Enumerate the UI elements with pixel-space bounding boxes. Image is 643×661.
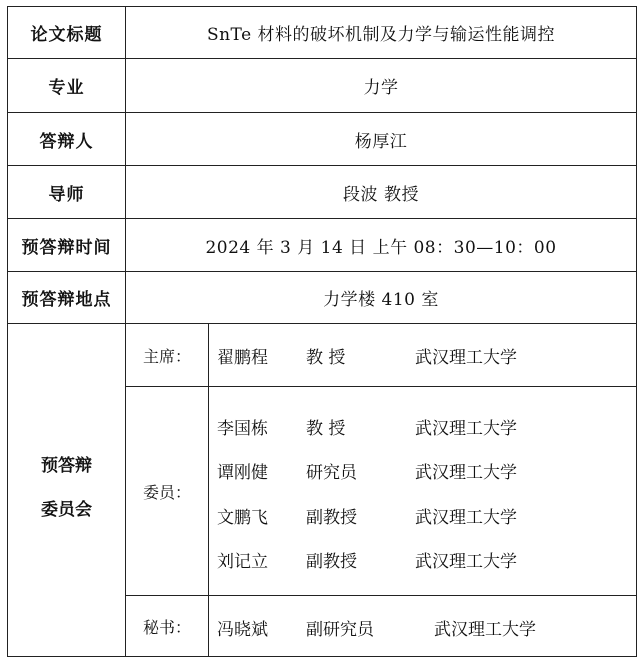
member-org: 武汉理工大学: [415, 418, 517, 439]
member-title: 教 授: [306, 418, 346, 439]
defense-time-value: 2024 年 3 月 14 日 上午 08：30—10：00: [205, 237, 557, 258]
member-org: 武汉理工大学: [415, 551, 517, 572]
member-entry: [217, 547, 517, 571]
chair-entry: [217, 343, 517, 367]
secretary-title: 副研究员: [306, 619, 374, 640]
member-name: 谭刚健: [217, 462, 268, 483]
member-title: 副教授: [306, 507, 357, 528]
advisor-label: 导师: [48, 184, 85, 205]
members-role-label: 委员：: [142, 482, 191, 502]
member-org: 武汉理工大学: [415, 462, 517, 483]
role-column-divider: [208, 323, 209, 656]
member-entry: [217, 503, 517, 527]
member-entry: [217, 414, 517, 438]
chair-title: 教 授: [306, 347, 346, 368]
chair-org: 武汉理工大学: [415, 347, 517, 368]
thesis-title-value: SnTe 材料的破坏机制及力学与输运性能调控: [206, 25, 556, 45]
committee-label-line1: 预答辩: [41, 456, 92, 476]
secretary-org: 武汉理工大学: [434, 619, 536, 640]
defense-location-value: 力学楼 410 室: [323, 290, 439, 310]
major-value: 力学: [363, 78, 399, 98]
secretary-name: 冯晓斌: [217, 619, 268, 640]
member-name: 文鹏飞: [217, 507, 268, 528]
member-title: 副教授: [306, 551, 357, 572]
major-label: 专业: [48, 78, 85, 98]
member-entry: [217, 458, 517, 482]
member-title: 研究员: [306, 462, 357, 483]
committee-label: [8, 444, 125, 532]
member-name: 李国栋: [217, 418, 268, 439]
candidate-value: 杨厚江: [354, 131, 408, 152]
defense-time-label: 预答辩时间: [21, 237, 112, 258]
committee-label-line2: 委员会: [41, 500, 92, 520]
defense-location-label: 预答辩地点: [21, 290, 112, 310]
candidate-label: 答辩人: [39, 131, 94, 152]
member-org: 武汉理工大学: [415, 507, 517, 528]
secretary-entry: [217, 615, 536, 639]
thesis-title-label: 论文标题: [30, 25, 103, 45]
member-name: 刘记立: [217, 551, 268, 572]
defense-info-table: [7, 6, 637, 657]
row-divider: [8, 323, 636, 324]
secretary-role-label: 秘书：: [142, 617, 191, 637]
chair-role-label: 主席：: [142, 346, 191, 366]
advisor-value: 段波 教授: [343, 184, 419, 205]
chair-name: 翟鹏程: [217, 347, 268, 368]
